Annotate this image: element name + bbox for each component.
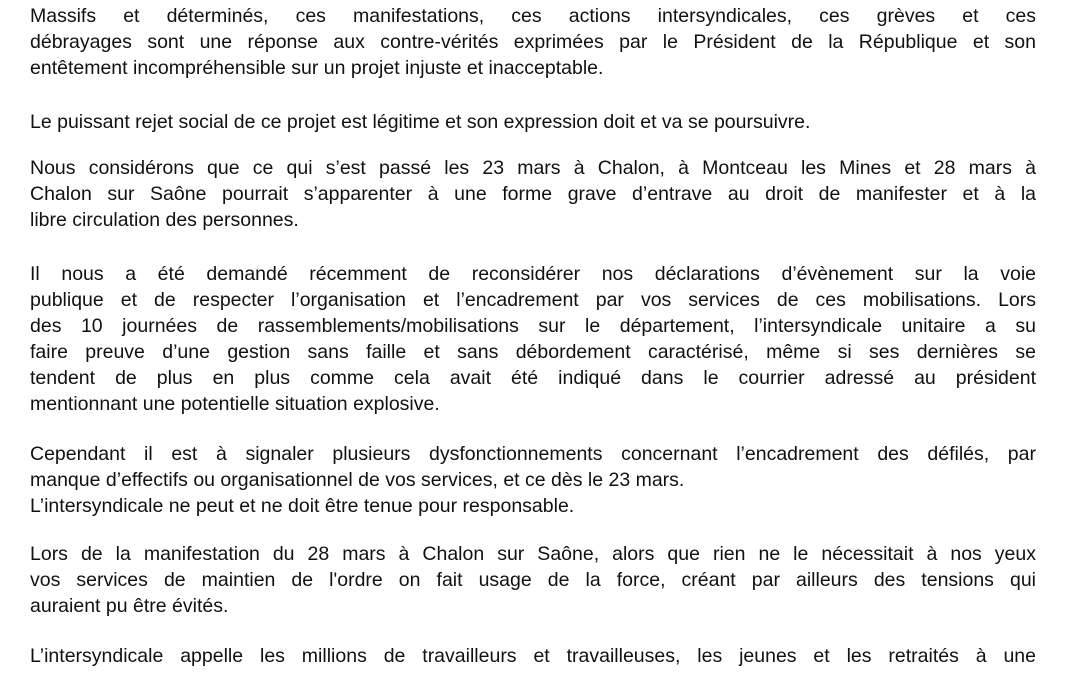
text-line: publique et de respecter l’organisation et l’encadrement par vos services de ces mobilisations. Lors xyxy=(30,289,1036,311)
text-line: débrayages sont une réponse aux contre-vérités exprimées par le Président de la République et son xyxy=(30,31,1036,53)
text-line: Nous considérons que ce qui s’est passé les 23 mars à Chalon, à Montceau les Mines et 28 mars à xyxy=(30,157,1036,179)
paragraph-mobilisation xyxy=(30,3,1036,81)
paragraph-declarations xyxy=(30,261,1036,417)
text-line: Massifs et déterminés, ces manifestations, ces actions intersyndicales, ces grèves et ces xyxy=(30,5,1036,27)
text-line: mentionnant une potentielle situation explosive. xyxy=(30,393,440,415)
text-line: libre circulation des personnes. xyxy=(30,209,299,231)
text-line: Chalon sur Saône pourrait s’apparenter à une forme grave d’entrave au droit de manifester et à la xyxy=(30,183,1036,205)
text-line: L’intersyndicale ne peut et ne doit être tenue pour responsable. xyxy=(30,495,575,517)
paragraph-dysfonctionnements xyxy=(30,441,1036,519)
text-line: faire preuve d’une gestion sans faille et sans débordement caractérisé, même si ses dernières se xyxy=(30,341,1036,363)
paragraph-rejet-social xyxy=(30,109,1036,135)
paragraph-manifestation-28-mars xyxy=(30,541,1036,619)
text-line: manque d’effectifs ou organisationnel de vos services, et ce dès le 23 mars. xyxy=(30,469,685,491)
text-line: auraient pu être évités. xyxy=(30,595,229,617)
paragraph-entrave xyxy=(30,155,1036,233)
text-line: L’intersyndicale appelle les millions de travailleurs et travailleuses, les jeunes et les retraités à une xyxy=(30,645,1036,667)
text-line: entêtement incompréhensible sur un projet injuste et inacceptable. xyxy=(30,57,604,79)
text-line: vos services de maintien de l'ordre on fait usage de la force, créant par ailleurs des tensions qui xyxy=(30,569,1036,591)
text-line: tendent de plus en plus comme cela avait été indiqué dans le courrier adressé au président xyxy=(30,367,1036,389)
text-line: Le puissant rejet social de ce projet est légitime et son expression doit et va se poursuivre. xyxy=(30,111,811,133)
paragraph-appel xyxy=(30,643,1036,669)
text-line: des 10 journées de rassemblements/mobilisations sur le département, l’intersyndicale unitaire a su xyxy=(30,315,1036,337)
text-line: Cependant il est à signaler plusieurs dysfonctionnements concernant l’encadrement des défilés, par xyxy=(30,443,1036,465)
text-line: Lors de la manifestation du 28 mars à Chalon sur Saône, alors que rien ne le nécessitait à nos yeux xyxy=(30,543,1036,565)
text-line: Il nous a été demandé récemment de reconsidérer nos déclarations d’évènement sur la voie xyxy=(30,263,1036,285)
